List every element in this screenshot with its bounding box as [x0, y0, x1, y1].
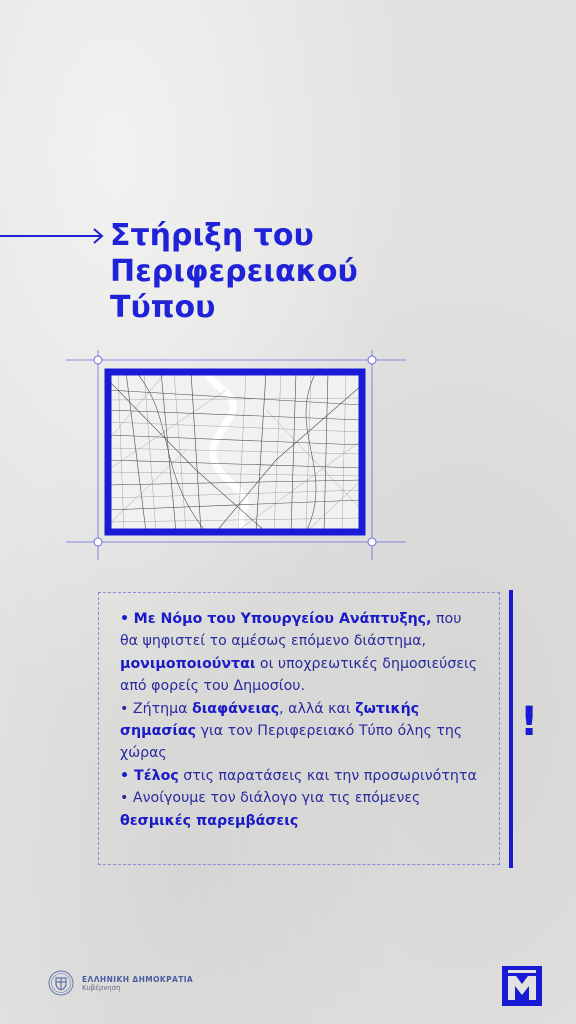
title-line-1: Στήριξη του [110, 218, 314, 253]
text-also: , αλλά και [279, 700, 356, 717]
paragraph-end [120, 765, 482, 787]
text-permanent: οι υποχρεωτικές δημοσιεύσεις από φορείς του Δημοσίου. [120, 655, 478, 695]
title-line-2: Περιφερειακού [110, 254, 358, 289]
bullet: • [120, 611, 130, 627]
paragraph-law [120, 608, 482, 698]
text-law: που θα ψηφιστεί το αμέσως επόμενο διάστημα, [120, 611, 462, 650]
bold-end: Τέλος [129, 767, 179, 784]
greek-coat-of-arms-icon [48, 970, 74, 996]
bold-interventions: θεσμικές παρεμβάσεις [120, 812, 299, 829]
bold-permanent: μονιμοποιούνται [120, 655, 256, 672]
title-line-3: Τύπου [110, 290, 216, 325]
text-press: για τον Περιφερειακό Τύπο όλης της χώρας [120, 723, 463, 762]
exclamation-mark: ! [520, 699, 539, 745]
bold-transparency: διαφάνειας [192, 700, 280, 717]
government-name: ΕΛΛΗΝΙΚΗ ΔΗΜΟΚΡΑΤΙΑ [82, 974, 194, 984]
arrow-right-icon [0, 226, 106, 246]
info-text [120, 608, 482, 832]
accent-bar [509, 590, 513, 868]
city-map-icon [66, 350, 406, 560]
bold-vital: ζωτικής σημασίας [120, 700, 420, 740]
text-extensions: στις παρατάσεις και την προσωρινότητα [178, 767, 477, 784]
paragraph-dialogue [120, 787, 482, 832]
text-dialogue: • Ανοίγουμε τον διάλογο για τις επόμενες [120, 790, 421, 807]
bold-law: Με Νόμο του Υπουργείου Ανάπτυξης, [133, 611, 432, 627]
page-title [110, 218, 410, 326]
government-subtitle: Κυβέρνηση [82, 983, 121, 992]
government-signature [48, 970, 193, 996]
paragraph-transparency [120, 698, 482, 765]
bullet: • [120, 767, 130, 784]
map-frame [66, 350, 406, 560]
m-logo-icon [502, 966, 542, 1006]
text-issue: • Ζήτημα [120, 700, 193, 717]
